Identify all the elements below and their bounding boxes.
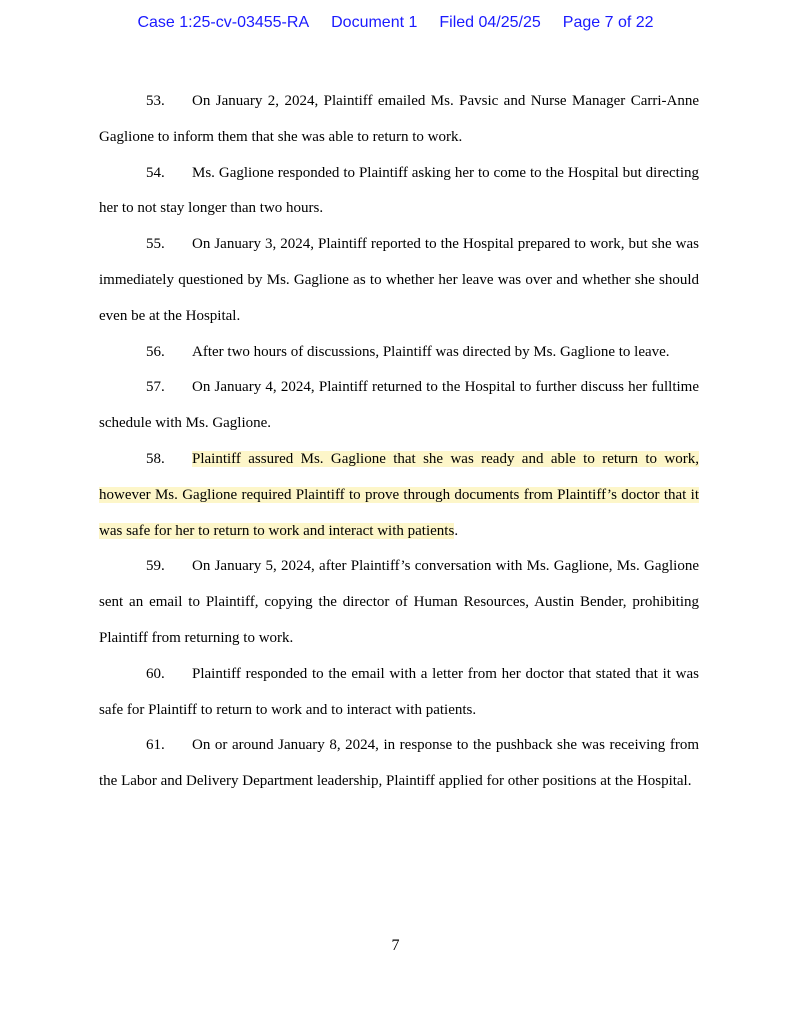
paragraph-text: On or around January 8, 2024, in response to the pushback she was receiving from the Labor and Delivery Department leadership, Plaintiff applied for other positions at the Hospital.	[99, 737, 699, 790]
paragraph-53	[99, 84, 699, 156]
paragraph-text: On January 2, 2024, Plaintiff emailed Ms. Pavsic and Nurse Manager Carri-Anne Gaglione to inform them that she was able to return to work.	[99, 93, 699, 145]
paragraph-text: After two hours of discussions, Plaintiff was directed by Ms. Gaglione to leave.	[192, 343, 670, 360]
paragraph-57	[99, 370, 699, 442]
paragraph-56	[99, 335, 699, 371]
paragraph-number: 56.	[146, 343, 165, 360]
paragraph-54	[99, 156, 699, 228]
paragraph-text: Ms. Gaglione responded to Plaintiff asking her to come to the Hospital but directing her to not stay longer than two hours.	[99, 164, 699, 217]
paragraph-number: 58.	[146, 450, 165, 467]
paragraph-number: 59.	[146, 558, 165, 575]
paragraph-60	[99, 657, 699, 729]
paragraph-text: On January 3, 2024, Plaintiff reported to the Hospital prepared to work, but she was immediately questioned by Ms. Gaglione as to whether her leave was over and whether she should even be at the Hospital.	[99, 236, 699, 324]
paragraph-number: 61.	[146, 737, 165, 754]
document-header	[0, 14, 791, 32]
page-number: 7	[391, 937, 400, 954]
paragraph-number: 57.	[146, 379, 165, 396]
header-filed-date: Filed 04/25/25	[439, 14, 541, 31]
paragraph-text: On January 4, 2024, Plaintiff returned to the Hospital to further discuss her fulltime schedule with Ms. Gaglione.	[99, 379, 699, 432]
paragraph-text: On January 5, 2024, after Plaintiff’s conversation with Ms. Gaglione, Ms. Gaglione sent an email to Plaintiff, copying the director of Human Resources, Austin Bender, prohibiting Plaintiff from returning to work.	[99, 558, 699, 646]
paragraph-number: 53.	[146, 93, 165, 109]
header-page-count: Page 7 of 22	[562, 14, 654, 31]
paragraph-number: 60.	[146, 665, 165, 682]
header-document-number: Document 1	[331, 14, 418, 31]
paragraph-59	[99, 549, 699, 656]
paragraph-text: Plaintiff responded to the email with a letter from her doctor that stated that it was safe for Plaintiff to return to work and to interact with patients.	[99, 665, 699, 718]
paragraph-61	[99, 728, 699, 800]
paragraph-number: 55.	[146, 236, 165, 253]
paragraph-text-end: .	[454, 522, 459, 539]
paragraph-number: 54.	[146, 164, 165, 181]
paragraph-58	[99, 442, 699, 549]
paragraph-55	[99, 227, 699, 334]
header-case-number: Case 1:25-cv-03455-RA	[137, 14, 310, 31]
highlighted-text: Plaintiff assured Ms. Gaglione that she was ready and able to return to work, however Ms. Gaglione required Plaintiff to prove through documents from Plaintiff’s doctor that it was safe for her to return to work and interact with patients	[99, 450, 699, 539]
document-body	[99, 84, 699, 800]
